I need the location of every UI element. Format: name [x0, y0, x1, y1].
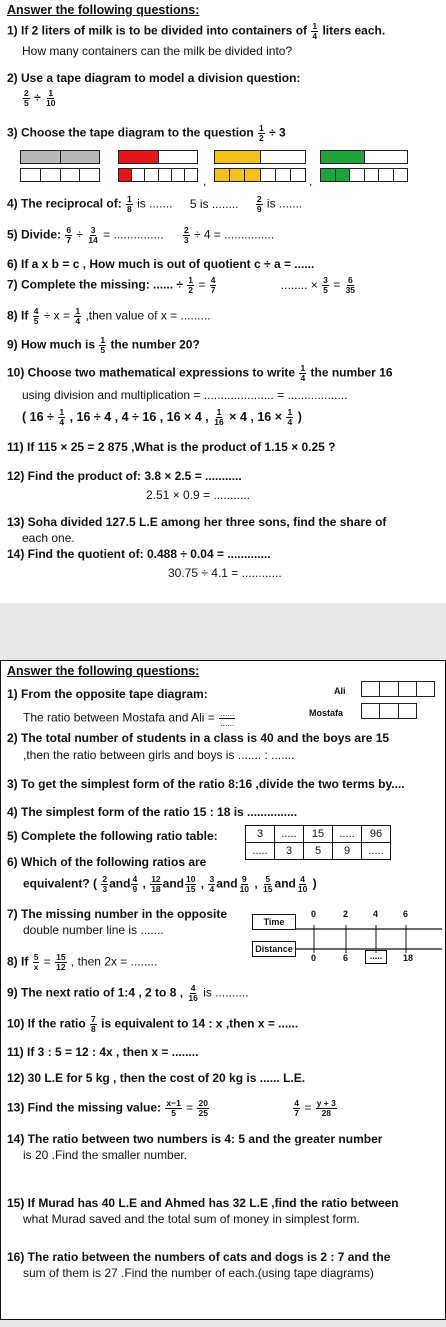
separator: ,: [309, 174, 313, 188]
fraction: $\frac{1}{4}$: [312, 21, 318, 41]
question-6: 6) Which of the following ratios are: [7, 855, 207, 869]
missing-value-box[interactable]: .....: [365, 950, 387, 964]
question-7: 7) The missing number in the opposite: [7, 907, 228, 921]
question-10-line2: using division and multiplication = ..................... = ..................: [22, 388, 348, 402]
time-tick: 4: [373, 909, 379, 919]
table-cell: 3: [246, 826, 275, 843]
question-9: 9) The next ratio of 1:4 , 2 to 8 , $\frac{4}{16}$ is ..........: [7, 983, 249, 1003]
tape-ali: [361, 681, 435, 697]
separator: ,: [203, 174, 207, 188]
question-13: 13) Soha divided 127.5 L.E among her three sons, find the share of: [7, 515, 387, 529]
question-6: 6) If a x b = c , How much is out of quotient c ÷ a = ......: [7, 257, 315, 271]
question-14: 14) Find the quotient of: 0.488 ÷ 0.04 = .............: [7, 547, 271, 561]
question-13: 13) Find the missing value: $\frac{x-1}{5}$ = $\frac{20}{25}$ $\frac{4}{7}$ = $\frac{y + 3}{28}$: [7, 1098, 336, 1118]
question-2: 2) The total number of students in a class is 40 and the boys are 15: [7, 731, 390, 745]
question-3: 3) To get the simplest form of the ratio 8:16 ,divide the two terms by....: [7, 777, 405, 791]
table-cell: .....: [246, 843, 275, 860]
table-cell: .....: [362, 843, 391, 860]
table-cell: 5: [304, 843, 333, 860]
question-1: 1) If 2 liters of milk is to be divided into containers of $\frac{1}{4}$ liters each.: [7, 21, 386, 41]
question-16: 16) The ratio between the numbers of cats and dogs is 2 : 7 and the: [7, 1250, 391, 1264]
question-1-line2: The ratio between Mostafa and Ali = $\frac{......}{......}$: [23, 708, 235, 728]
label-ali: Ali: [334, 686, 346, 696]
time-tick: 0: [311, 909, 317, 919]
distance-tick: 6: [343, 953, 349, 963]
question-12: 12) 30 L.E for 5 kg , then the cost of 20 kg is ...... L.E.: [7, 1071, 306, 1085]
tape-yellow-top[interactable]: [214, 150, 306, 164]
table-cell: 96: [362, 826, 391, 843]
tape-gray-bottom: [20, 168, 100, 182]
question-8: 8) If $\frac{4}{5}$ ÷ x = $\frac{1}{4}$ ,then value of x = .........: [7, 306, 211, 326]
tape-green-bottom: [320, 168, 408, 182]
table-cell: .....: [333, 826, 362, 843]
question-5: 5) Complete the following ratio table:: [7, 829, 218, 843]
question-8: 8) If $\frac{5}{x}$ = $\frac{15}{12}$ , then 2x = ........: [7, 952, 158, 972]
label-time: Time: [252, 914, 296, 930]
question-14-line2: is 20 .Find the smaller number.: [23, 1148, 188, 1162]
time-tick: 6: [403, 909, 409, 919]
table-row: [246, 843, 391, 860]
table-cell: 15: [304, 826, 333, 843]
question-15-line2: what Murad saved and the total sum of money in simplest form.: [23, 1212, 360, 1226]
worksheet-page-2: [0, 660, 446, 1320]
distance-tick: 0: [311, 953, 317, 963]
question-13-line2: each one.: [22, 531, 75, 545]
time-tick: 2: [343, 909, 349, 919]
table-cell: 9: [333, 843, 362, 860]
question-7: 7) Complete the missing: ...... ÷ $\frac{1}{2}$ = $\frac{4}{7}$ ........ × $\frac{3}{5}$ = $\frac{6}{35}$: [7, 275, 356, 295]
question-12-line2: 2.51 × 0.9 = ...........: [146, 488, 251, 502]
question-3: 3) Choose the tape diagram to the question $\frac{1}{2}$ ÷ 3: [7, 123, 286, 143]
question-2-expression: $\frac{2}{5}$ ÷ $\frac{1}{10}$: [24, 88, 56, 108]
table-cell: 3: [275, 843, 304, 860]
tape-mostafa: [361, 703, 417, 719]
question-4: 4) The reciprocal of: $\frac{1}{8}$ is ....... 5 is ........ $\frac{2}{9}$ is .......: [7, 194, 303, 214]
heading: Answer the following questions:: [7, 3, 200, 17]
question-6-options: equivalent? ( $\frac{2}{3}$ and $\frac{4}{9}$ , $\frac{12}{18}$ and $\frac{10}{15}$ , $\frac{3}{4}$ and $\frac{9}{10}$ , $\frac{5}{15}$ and $\frac{4}{10}$ ): [23, 874, 317, 894]
question-2: 2) Use a tape diagram to model a division question:: [7, 71, 301, 85]
question-12: 12) Find the product of: 3.8 × 2.5 = ...........: [7, 469, 242, 483]
question-14-line2: 30.75 ÷ 4.1 = ............: [168, 566, 282, 580]
table-cell: .....: [275, 826, 304, 843]
tape-yellow-bottom: [214, 168, 306, 182]
question-10: 10) Choose two mathematical expressions to write $\frac{1}{4}$ the number 16: [7, 363, 393, 383]
tape-green-top[interactable]: [320, 150, 408, 164]
question-11: 11) If 3 : 5 = 12 : 4x , then x = ........: [7, 1045, 199, 1059]
question-7-line2: double number line is .......: [23, 923, 164, 937]
tape-red-bottom: [118, 168, 198, 182]
question-4: 4) The simplest form of the ratio 15 : 18 is ...............: [7, 805, 298, 819]
question-14: 14) The ratio between two numbers is 4: 5 and the greater number: [7, 1132, 383, 1146]
question-2-line2: ,then the ratio between girls and boys is ....... : .......: [23, 748, 295, 762]
question-1: 1) From the opposite tape diagram:: [7, 687, 208, 701]
worksheet-page-1: [0, 0, 446, 603]
heading: Answer the following questions:: [7, 664, 200, 678]
ratio-table: [245, 825, 391, 860]
distance-tick: 18: [403, 953, 414, 963]
question-10-options: ( 16 ÷ $\frac{1}{4}$ , 16 ÷ 4 , 4 ÷ 16 , 16 × 4 , $\frac{1}{16}$ × 4 , 16 × $\frac{1}{4}$ ): [22, 407, 302, 427]
question-5: 5) Divide: $\frac{6}{7}$ ÷ $\frac{3}{14}$ = ............... $\frac{2}{3}$ ÷ 4 = ...............: [7, 225, 275, 245]
question-9: 9) How much is $\frac{1}{5}$ the number 20?: [7, 335, 200, 355]
tape-gray-top[interactable]: [20, 150, 100, 164]
tape-red-top[interactable]: [118, 150, 198, 164]
question-16-line2: sum of them is 27 .Find the number of each.(using tape diagrams): [23, 1266, 374, 1280]
question-1-line2: How many containers can the milk be divided into?: [22, 44, 293, 58]
question-15: 15) If Murad has 40 L.E and Ahmed has 32 L.E ,find the ratio between: [7, 1196, 399, 1210]
label-mostafa: Mostafa: [309, 708, 344, 718]
question-11: 11) If 115 × 25 = 2 875 ,What is the product of 1.15 × 0.25 ?: [7, 440, 336, 454]
table-row: [246, 826, 391, 843]
question-10: 10) If the ratio $\frac{7}{8}$ is equivalent to 14 : x ,then x = ......: [7, 1014, 299, 1034]
label-distance: Distance: [252, 941, 296, 957]
